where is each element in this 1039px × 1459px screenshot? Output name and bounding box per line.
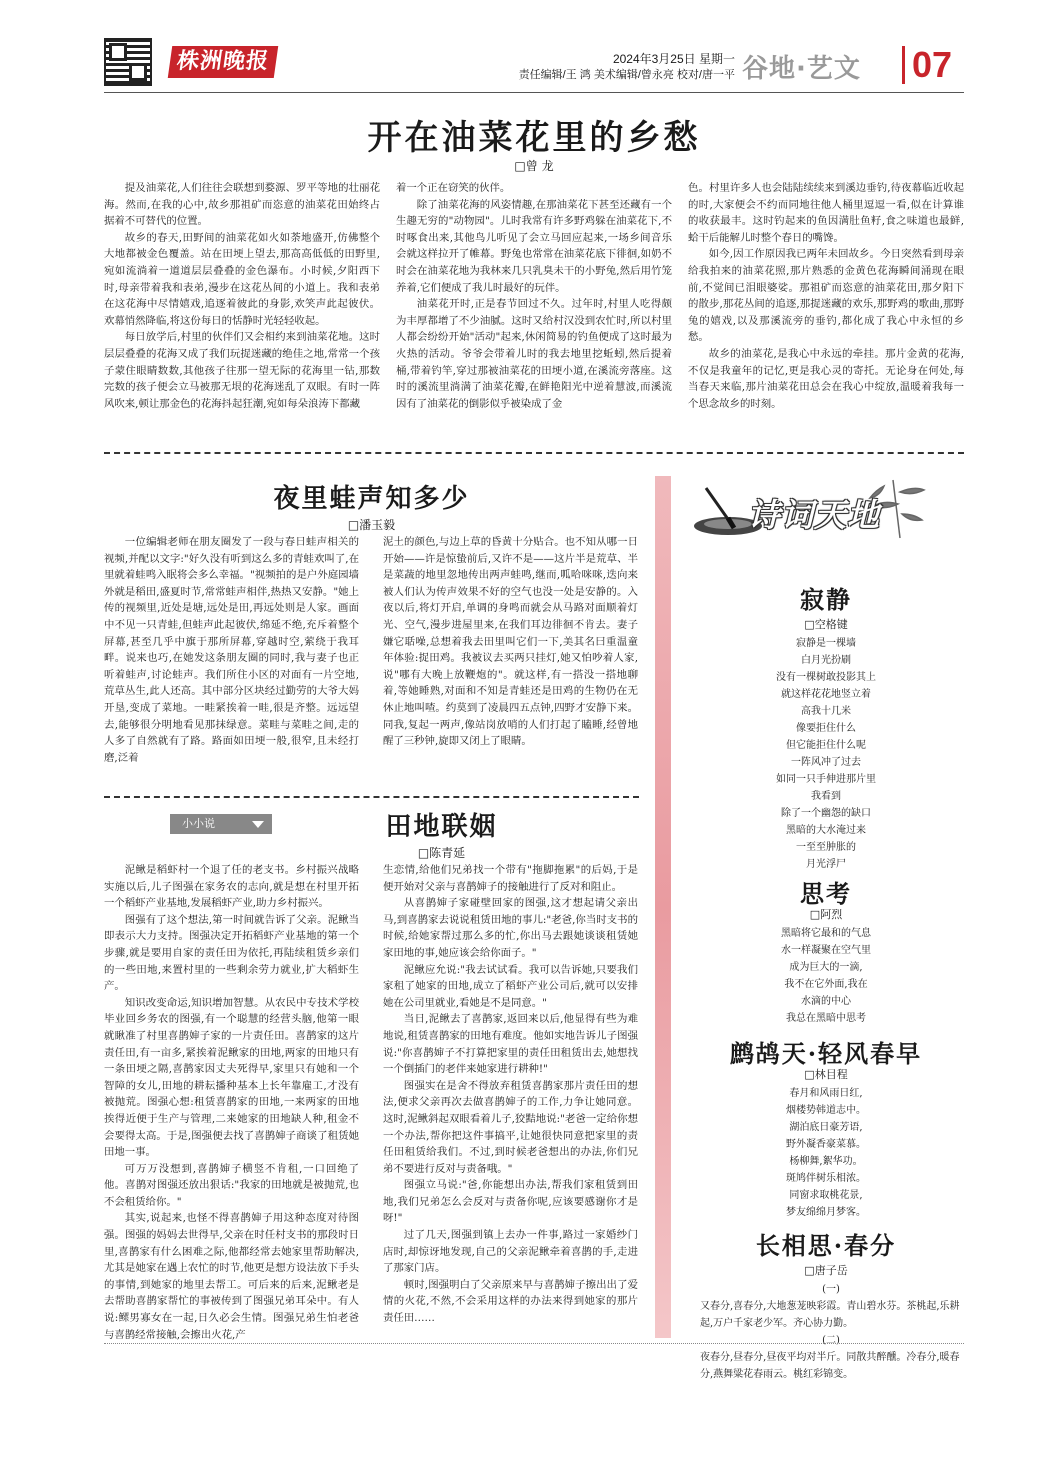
paragraph: 过了几天,图强到镇上去办一件事,路过一家婚纱门店时,却惊讶地发现,自己的父亲泥鳅牵着喜鹊的手,走进了那家门店。 — [383, 1229, 638, 1275]
paragraph: 每日放学后,村里的伙伴们又会相约来到油菜花地。这时层层叠叠的花海又成了我们玩捉迷藏的绝佳之地,常常一个孩子蒙住眼睛数数,其他孩子往那一望无际的花海里一钻,那数完数的孩子便会立马被那无垠的花海迷乱了双眼。有时一阵风吹来,顿让那金色的花海抖起狂潮,宛如每朵浪涛下都藏 — [104, 331, 380, 410]
paragraph: 当日,泥鳅去了喜鹊家,返回来以后,他显得有些为难地说,租赁喜鹊家的田地有难度。他如实地告诉儿子图强说:"你喜鹊婶子不打算把家里的责任田租赁出去,她想找一个倒插门的老伴来她家进行耕种!" — [383, 1013, 638, 1076]
story-column-2 — [383, 862, 638, 1327]
poem-line: 高我十几米 — [801, 706, 851, 717]
article2-column-2 — [383, 534, 638, 750]
paragraph: 油菜花开时,正是春节回过不久。过年时,村里人吃得颇为丰厚都增了不少油腻。这时又给村汉没到农忙时,所以村里人都会纷纷开始"活动"起来,休闲简易的钓鱼便成了这时最为火热的活动。爷爷会带着儿时的我去地里挖蚯蚓,然后提着桶,带着钓竿,穿过那被油菜花的田埂小道,在溪流旁落座。这时的溪流里淌满了油菜花瓣,在鲜艳阳光中逆着慧波,而溪流因有了油菜花的倒影似乎被染成了金 — [396, 298, 672, 410]
article2-column-1 — [104, 534, 359, 766]
poem-body — [688, 1085, 964, 1221]
paragraph: 知识改变命运,知识增加智慧。从农民中专技术学校毕业回乡务农的图强,有一个聪慧的经营头脑,他第一眼就瞅准了村里喜鹊婶子家的一片责任田。喜鹊家的这片责任田,有一亩多,紧挨着泥鳅家的田地,两家的田地只有一条田埂之隔,喜鹊家因丈夫死得早,家里只有她和一个智障的女儿,田地的耕耘播种基本上长年靠雇工,才没有被抛荒。图强心想:租赁喜鹊家的田地,一来两家的田地挨得近便于生产与管理,二来她家的田地缺人种,租金不会要得太高。于是,图强便去找了喜鹊婶子商谈了租赁她田地一事。 — [104, 996, 359, 1159]
story-category-tag: 小小说 — [170, 814, 272, 834]
poem-line: 白月光扮刷 — [801, 655, 851, 666]
section-divider — [104, 796, 639, 798]
article1-author: □曾 龙 — [514, 159, 554, 173]
footer-rule — [104, 1343, 964, 1344]
newspaper-logo: 株洲晚报 — [168, 46, 278, 78]
paragraph: 泥鳅应允说:"我去试试看。我可以告诉她,只要我们家租了她家的田地,成立了稻虾产业公司后,就可以安排她在公司里就业,看她是不是同意。" — [383, 963, 638, 1009]
poem-line: 我不在它外面,我在 — [784, 979, 868, 990]
paragraph: 故乡的油菜花,是我心中永远的牵挂。那片金黄的花海,不仅是我童年的记忆,更是我心灵的寄托。无论身在何处,每当春天来临,那片油菜花田总会在我心中绽放,温暖着我每一个思念故乡的时刻。 — [688, 347, 964, 410]
paragraph: 一位编辑老师在朋友圈发了一段与春日蛙声相关的视频,并配以文字:"好久没有听到这么多的青蛙欢叫了,在里就着蛙鸣入眠将会多么幸福。"视频拍的是户外庭园墙外就是稻田,盛夏时节,常常蛙声相伴,热热又安静。"她上传的视频里,近处是塘,远处是田,再远处则是人家。画面中不见一只青蛙,但蛙声此起彼伏,绵延不绝,充斥着整个屏幕,甚至几乎中旗于那所屏幕,穿越时空,萦绕于我耳畔。说来也巧,在她发这条朋友圈的同时,我与妻子也正听着蛙声,讨论蛙声。我们所住小区的对面有一片空地,荒草丛生,此人还高。其中部分区块经过勤劳的大爷大妈开垦,变成了菜地。一畦紧挨着一畦,很是齐整。远远望去,能够很分明地看见那抹绿意。菜畦与菜畦之间,走的人多了自然就有了路。路面如田埂一般,很窄,且未经打磨,泛着 — [104, 536, 359, 764]
section-divider — [104, 452, 964, 454]
paragraph: 其实,说起来,也怪不得喜鹊婶子用这种态度对待图强。图强的妈妈去世得早,父亲在时任村支书的那段时日里,喜鹊家有什么困难之际,他都经常去她家里帮助解决,尤其是她家在遇上农忙的时节,他更是想方设法放下手头的事情,到她家的地里去帮工。可后来的后来,泥鳅老是去帮助喜鹊家帮忙的事被传到了图强兄弟耳朵中。有人说:鳏男寡女在一起,日久必会生情。图强兄弟生怕老爸与喜鹊经常接触,会擦出火花,产 — [104, 1212, 359, 1341]
poem-line: 一阵风冲了过去 — [791, 757, 861, 768]
poem-body — [688, 925, 964, 1027]
poem-line: 就这样花花地竖立着 — [781, 689, 871, 700]
poem-part-text: 夜春分,昼春分,昼夜平均对半斤。同散共醉醺。冷春分,暖春分,燕舞粱花春雨云。桃红彩锦变。 — [700, 1352, 960, 1380]
header-divider — [902, 46, 905, 84]
paragraph: 泥鳅是稻虾村一个退了任的老支书。乡村振兴战略实施以后,儿子图强在家务农的志向,就是想在村里开拓一个稻虾产业基地,发展稻虾产业,助力乡村振兴。 — [104, 864, 359, 910]
poem-line: 水滴的中心 — [801, 996, 851, 1007]
paragraph: 顿时,图强明白了父亲原来早与喜鹊婶子擦出出了爱情的火花,不然,不会采用这样的办法来得到她家的那片责任田…… — [383, 1278, 638, 1325]
article1-column-3 — [688, 180, 964, 412]
decorative-pink-bar — [655, 476, 671, 1338]
poem-line: 湖泊底日豪芳语, — [789, 1122, 863, 1133]
poem-author: □空格键 — [804, 618, 848, 631]
poem-line: 水一样凝聚在空气里 — [781, 945, 871, 956]
article2-author: □潘玉毅 — [347, 518, 396, 532]
poem-line: 杨柳舞,絮华功。 — [789, 1156, 863, 1167]
poem-part-label: (一) — [822, 1284, 840, 1295]
poem-line: 成为巨大的一滴, — [789, 962, 863, 973]
poem-line: 我看到 — [811, 791, 841, 802]
poem-line: 斑鸠伴树乐相浓。 — [786, 1173, 866, 1184]
paragraph: 图强有了这个想法,第一时间就告诉了父亲。泥鳅当即表示大力支持。图强决定开拓稻虾产业基地的第一个步骤,就是要用自家的责任田为依托,再陆续租赁乡亲们的一些田地,来置村里的一些剩余劳力就业,扩大稻虾生产。 — [104, 913, 359, 993]
poem-line: 月光浮尸 — [806, 859, 846, 870]
page-number: 07 — [912, 44, 953, 85]
header-rule — [104, 92, 964, 93]
poem-author: □唐子岳 — [804, 1264, 848, 1277]
poem-line: 没有一棵树敢投影其上 — [776, 672, 876, 683]
story-author: □陈青延 — [417, 846, 466, 860]
poem-title: 长相思·春分 — [755, 1231, 897, 1260]
poem-line: 但它能拒住什么呢 — [786, 740, 866, 751]
paragraph: 提及油菜花,人们往往会联想到婺源、罗平等地的壮丽花海。然而,在我的心中,故乡那祖矿而恣意的油菜花田始终占据着不可替代的位置。 — [104, 182, 380, 228]
poem-title: 寂静 — [800, 585, 852, 614]
poem-line: 一至至肿胀的 — [796, 842, 856, 853]
poem-line: 除了一个幽怨的缺口 — [781, 808, 871, 819]
poem-part-text: 又春分,喜春分,大地葱茏映彩霞。青山碧水芬。茶桃起,乐耕起,万户千家老少军。齐心协力勤。 — [700, 1301, 960, 1329]
article1-column-2 — [396, 180, 672, 412]
paragraph: 除了油菜花海的风姿情趣,在那油菜花下甚至还藏有一个生趣无穷的"动物园"。儿时我常有许多野鸡躲在油菜花下,不时啄食出来,其他鸟儿听见了会立马回应起来,一场乡间音乐会就这样拉开了帷幕。野兔也常常在油菜花底下徘徊,如奶不时会在油菜花地为我林来几只乳臭未干的小野兔,然后用竹笼养着,它们便成了我儿时最好的玩伴。 — [396, 198, 672, 294]
poem-line: 黑暗将它最和的气息 — [781, 928, 871, 939]
poem-line: 寂静是一棵墙 — [796, 638, 856, 649]
poem-line: 我总在黑暗中思考 — [786, 1013, 866, 1024]
paragraph: 生恋情,给他们兄弟找一个带有"拖脚拖累"的后妈,于是便开始对父亲与喜鹊婶子的接触进行了反对和阻止。 — [383, 864, 638, 893]
poem-line: 如同一只手伸进那片里 — [776, 774, 876, 785]
poem-author: □林目程 — [804, 1068, 848, 1081]
paragraph: 泥土的颜色,与边上草的昏黄十分贴合。也不知从哪一日开始——许是惊蛰前后,又许不是——这片半是荒草、半是菜蔬的地里忽地传出两声蛙鸣,继而,呱哈咪咪,迭向来被人们认为传声效果不好的空气也没一处是安静的。入夜以后,将灯开启,单调的身鸣而就会从马路对面顺着灯光、空气,漫步进屋里来,在我们耳边徘徊不肯去。妻子嫌它聒噪,总想着我去田里叫它们一下,美其名曰重温童年体验:捉田鸡。我被议去买两只挂灯,她又怕吵着人家,说"哪有大晚上放鞭炮的"。就这样,有一搭没一搭地聊着,等她睡熟,对面和不知是青蛙还是田鸡的生物仍在无休止地叫喳。约莫到了凌晨四五点钟,四野才安静下来。同我,复起一两声,像站岗放哨的人们打起了瞌睡,经曾地醒了三秒钟,旋即又闭上了眼睛。 — [383, 536, 638, 748]
issue-date: 2024年3月25日 星期一 — [612, 52, 735, 66]
article1-column-1 — [104, 180, 380, 412]
poem-part-label: (二) — [822, 1335, 840, 1346]
paragraph: 如今,因工作原因我已两年未回故乡。今日突然看到母亲给我拍来的油菜花照,那片熟悉的金黄色花海瞬间涌现在眼前,不觉间已泪眼婆娑。那祖矿而恣意的油菜花田,那夕阳下的散步,那花丛间的追逐,那捉迷藏的欢乐,那野鸡的歌曲,那野兔的嬉戏,以及那溪流旁的垂钓,都化成了我心中永恒的乡愁。 — [688, 248, 964, 344]
paragraph: 色。村里许多人也会陆陆续续来到溪边垂钓,待夜幕临近收起的时,大家便会不约而同地往他人桶里逗逗一看,似在计算谁的收获最丰。这时钓起来的鱼因满肚鱼籽,食之味道也最鲜,蛤干后能解儿时整个春日的嘴馋。 — [688, 182, 964, 244]
poem-line: 黑暗的大水淹过来 — [786, 825, 866, 836]
poetry-banner-title: 诗词天地 — [748, 496, 881, 534]
paragraph: 图强实在是舍不得放弃租赁喜鹊家那片责任田的想法,便求父亲再次去做喜鹊婶子的工作,力争让她同意。这时,泥鳅斜起双眼看着儿子,狡黠地说:"老爸一定给你想一个办法,帮你把这件事搞平,让她很快同意把家里的责任田租赁给我们。不过,到时候老爸想出的办法,你们兄弟不要进行反对与责备哦。" — [383, 1079, 638, 1175]
story-column-1 — [104, 862, 359, 1343]
paragraph: 着一个正在窃笑的伙伴。 — [396, 182, 511, 194]
poem-line: 梦友绵绵月梦客。 — [786, 1207, 866, 1218]
article1-title: 开在油菜花里的乡愁 — [367, 118, 701, 158]
paragraph: 可万万没想到,喜鹊婶子横竖不肯租,一口回绝了他。喜鹊对图强还放出狠话:"我家的田地就是被抛荒,也不会租赁给你。" — [104, 1162, 359, 1208]
article2-title: 夜里蛙声知多少 — [273, 484, 470, 514]
paragraph: 从喜鹊婶子家碰壁回家的图强,这才想起请父亲出马,到喜鹊家去说说租赁田地的事儿:"老爸,你当时支书的时候,给她家帮过那么多的忙,你出马去跟她谈谈租赁她家田地的事,她应该会给你面子。" — [383, 897, 638, 959]
poem-line: 春月和风雨日红, — [789, 1088, 863, 1099]
paragraph: 故乡的春天,田野间的油菜花如火如荼地盛开,仿佛整个大地都被金色覆盖。站在田埂上望去,那高高低低的田野里,宛如流淌着一道道层层叠叠的金色瀑布。小时候,夕阳西下时,母亲带着我和表弟,漫步在这花丛间的小道上。我和表弟在这花海中尽情嬉戏,追逐着彼此的身影,欢笑声此起彼伏。欢幕悄然降临,将这份每日的恬静时光轻轻收起。 — [104, 231, 380, 327]
story-title: 田地联姻 — [385, 812, 498, 842]
poem-body — [700, 1281, 962, 1383]
poem-line: 野外凝香豪菜慕。 — [786, 1139, 866, 1150]
poem-line: 同窗求取桃花景, — [789, 1190, 863, 1201]
poem-title: 思考 — [800, 879, 852, 908]
qr-code — [104, 38, 152, 86]
poem-title: 鹧鸪天·轻风春早 — [729, 1039, 923, 1068]
poem-line: 烟楼势韩道志中。 — [786, 1105, 866, 1116]
editor-credits: 责任编辑/王 鸿 美术编辑/曾永亮 校对/唐一平 — [518, 69, 735, 81]
poem-line: 像要拒住什么 — [796, 723, 856, 734]
poem-body — [688, 635, 964, 873]
brush-icon — [706, 488, 730, 522]
paragraph: 图强立马说:"爸,你能想出办法,帮我们家租赁到田地,我们兄弟怎么会反对与责备你呢,应该要感谢你才是呀!" — [383, 1179, 638, 1225]
poem-author: □阿烈 — [809, 908, 843, 921]
section-title: 谷地·艺文 — [742, 54, 861, 84]
